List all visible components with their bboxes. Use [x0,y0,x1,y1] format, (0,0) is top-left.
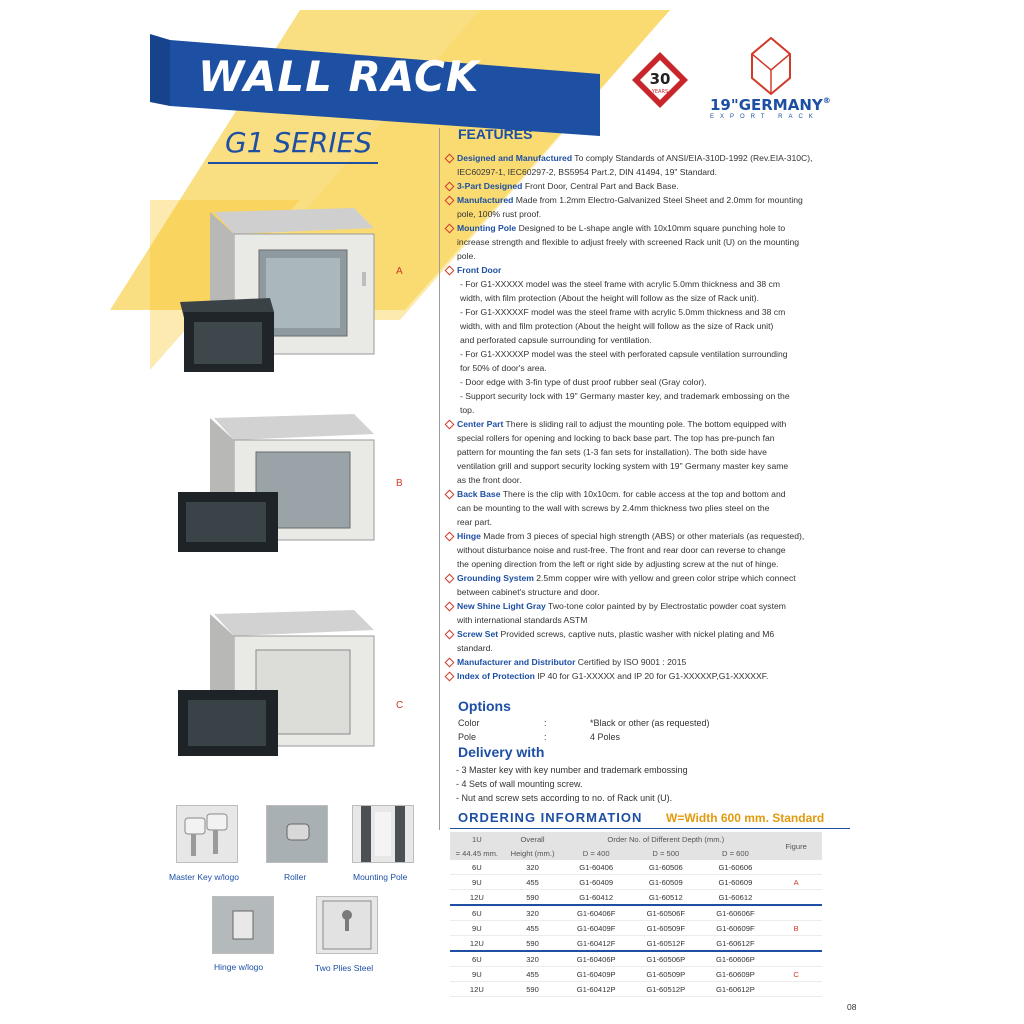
feature-text: IEC60297-1, IEC60297-2, BS5954 Part.2, DIN 41494, 19" Standard. [457,167,718,177]
master-key-image [176,805,238,863]
cell-d600: G1-60612P [715,984,755,994]
option-color-label: Color [458,718,480,728]
cell-d500: G1-60509 [648,877,683,887]
two-plies-steel-image [316,896,378,954]
feature-text: Made from 3 pieces of special high strength (ABS) or other materials (as requested), [480,531,805,541]
bullet-diamond-icon [445,672,455,682]
option-color-value: *Black or other (as requested) [590,718,710,728]
feature-text: - For G1-XXXXXF model was the steel frame with acrylic 5.0mm thickness and 38 cm [460,307,786,317]
feature-item [445,179,841,193]
feature-text: as the front door. [457,475,522,485]
option-color-separator: : [544,718,547,728]
delivery-item: - 4 Sets of wall mounting screw. [456,779,583,789]
option-pole-separator: : [544,732,547,742]
cell-d400: G1-60412P [576,984,616,994]
feature-continuation [445,473,841,487]
feature-continuation [445,445,841,459]
cell-h: 590 [526,938,539,948]
cell-h: 590 [526,892,539,902]
feature-item [445,669,841,683]
accessory-label-two-plies-steel: Two Plies Steel [315,963,374,973]
feature-text: Two-tone color painted by by Electrostatic powder coat system [545,601,786,611]
cell-d400: G1-60406 [579,862,614,872]
cell-d500: G1-60512P [646,984,686,994]
cell-fig: B [793,923,799,933]
cell-u: 6U [471,862,482,872]
feature-text: Front Door, Central Part and Back Base. [522,181,679,191]
feature-text: rear part. [457,517,492,527]
cell-d600: G1-60609P [715,969,755,979]
feature-text: IP 40 for G1-XXXXX and IP 20 for G1-XXXXXP,G1-XXXXXF. [534,671,769,681]
roller-image [266,805,328,863]
feature-continuation [445,613,841,627]
feature-text: for 50% of door's area. [460,363,547,373]
feature-text: without disturbance noise and rust-free. The front and rear door can reverse to change [457,545,786,555]
header-unit-note: = 44.45 mm. [450,846,504,860]
feature-continuation [445,431,841,445]
cell-d500: G1-60506P [631,951,701,967]
steel-plate-icon [317,897,377,953]
cell-d600: G1-60606 [718,862,753,872]
feature-item [445,529,841,543]
cell-d400: G1-60412F [576,938,616,948]
feature-keyword: Hinge [457,531,481,541]
feature-item [445,599,841,613]
cell-u: 6U [450,951,504,967]
cell-d600: G1-60606F [701,905,771,921]
ordering-underline [450,828,850,829]
cell-h: 590 [526,984,539,994]
registered-mark: ® [822,96,831,105]
model-a-label: A [396,266,403,277]
feature-continuation [445,641,841,655]
feature-text: pattern for mounting the fan sets (1-3 fan sets for installation). The both side have [457,447,767,457]
table-row [450,982,822,997]
cell-u: 9U [471,877,482,887]
delivery-heading: Delivery with [458,744,545,760]
feature-text: There is the clip with 10x10cm. for cable access at the top and bottom and [500,489,786,499]
column-divider [439,128,440,830]
model-b-label: B [396,478,403,489]
feature-text: Certified by ISO 9001 : 2015 [575,657,687,667]
feature-text: - For G1-XXXXXP model was the steel with perforated capsule ventilation surrounding [460,349,788,359]
feature-subitem [445,361,841,375]
feature-text: ventilation grill and support security locking system with 19" Germany master key same [457,461,789,471]
series-underline [208,162,378,164]
cell-fig [770,860,822,875]
cell-u: 6U [450,905,504,921]
cell-d400: G1-60406P [561,951,631,967]
header-height-unit: Height (mm.) [504,846,562,860]
cell-u: 12U [469,892,484,902]
ordering-table [450,832,822,997]
feature-subitem [445,347,841,361]
header-height: Overall [504,832,562,846]
brand-tagline: EXPORT RACK [710,114,819,120]
feature-keyword: Center Part [457,419,504,429]
bullet-diamond-icon [445,574,455,584]
cell-h: 455 [526,969,539,979]
feature-continuation [445,501,841,515]
feature-text: increase strength and flexible to adjust freely with screened Rack unit (U) on the mounting [457,237,800,247]
bullet-diamond-icon [445,630,455,640]
catalog-page [150,10,857,1020]
feature-continuation [445,515,841,529]
feature-keyword: Front Door [457,265,502,275]
brand-cube-icon [750,36,792,98]
feature-item [445,627,841,641]
header-unit: 1U [450,832,504,846]
ordering-table-body [450,860,822,997]
feature-continuation [445,207,841,221]
feature-item [445,193,841,207]
feature-text: There is sliding rail to adjust the mounting pole. The bottom equipped with [503,419,787,429]
feature-text: the opening direction from the left or right side by adjusting screw at the nut of hinge. [457,559,779,569]
ordering-heading: ORDERING INFORMATION [458,810,643,825]
bullet-diamond-icon [445,532,455,542]
feature-subitem [445,403,841,417]
feature-text: To comply Standards of ANSI/EIA-310D-1992 (Rev.EIA-310C), [572,153,813,163]
cell-d500: G1-60506 [648,862,683,872]
feature-text: between cabinet's structure and door. [457,587,600,597]
cell-fig [770,982,822,997]
cell-d400: G1-60409 [579,877,614,887]
mounting-pole-image [352,805,414,863]
feature-continuation [445,459,841,473]
brand-name-text: 19"GERMANY [710,96,823,114]
feature-subitem [445,305,841,319]
table-row [450,875,822,890]
table-row [450,921,822,936]
brand-name [710,96,831,114]
cell-h: 320 [526,862,539,872]
cell-h: 320 [504,905,562,921]
table-row [450,967,822,982]
header-order: Order No. of Different Depth (mm.) [561,832,770,846]
feature-text: with international standards ASTM [457,615,588,625]
feature-subitem [445,291,841,305]
feature-subitem [445,319,841,333]
cell-fig: C [793,969,799,979]
feature-keyword: Manufactured [457,195,514,205]
feature-text: Made from 1.2mm Electro-Galvanized Steel Sheet and 2.0mm for mounting [513,195,803,205]
model-c-label: C [396,700,404,711]
feature-text: and perforated capsule surrounding for ventilation. [460,335,652,345]
accessory-label-mounting-pole: Mounting Pole [353,872,408,882]
feature-text: pole, 100% rust proof. [457,209,542,219]
cell-d500: G1-60506F [631,905,701,921]
feature-keyword: New Shine Light Gray [457,601,546,611]
feature-keyword: Index of Protection [457,671,535,681]
feature-text: width, with film protection (About the height will follow as the size of Rack unit). [460,293,760,303]
accessory-label-master-key: Master Key w/logo [169,872,239,882]
feature-subitem [445,277,841,291]
cell-fig [770,890,822,906]
feature-keyword: Mounting Pole [457,223,517,233]
delivery-item: - 3 Master key with key number and trademark embossing [456,765,688,775]
option-pole-label: Pole [458,732,477,742]
feature-text: can be mounting to the wall with screws by 2.4mm thickness two plies steel on the [457,503,770,513]
cell-d600: G1-60609F [716,923,755,933]
cell-d400: G1-60409F [576,923,616,933]
feature-text: width, with and film protection (About the height will follow as the size of Rack unit) [460,321,774,331]
feature-text: - Door edge with 3-fin type of dust proof rubber seal (Gray color). [460,377,707,387]
cell-fig [770,936,822,952]
accessory-label-hinge: Hinge w/logo [214,962,264,972]
cell-d400: G1-60409P [576,969,616,979]
cell-d500: G1-60512F [646,938,686,948]
feature-text: pole. [457,251,476,261]
feature-text: top. [460,405,475,415]
rack-image-a [174,202,394,392]
cell-fig [770,905,822,921]
delivery-item: - Nut and screw sets according to no. of Rack unit (U). [456,793,673,803]
feature-continuation [445,249,841,263]
cell-d500: G1-60509F [646,923,686,933]
feature-text: Designed to be L-shape angle with 10x10mm square punching hole to [516,223,786,233]
feature-keyword: Manufacturer and Distributor [457,657,576,667]
bullet-diamond-icon [445,602,455,612]
feature-subitem [445,333,841,347]
table-row [450,890,822,906]
feature-continuation [445,585,841,599]
feature-text: - Support security lock with 19" Germany master key, and trademark embossing on the [460,391,790,401]
bullet-diamond-icon [445,490,455,500]
page-number: 08 [847,1002,857,1012]
badge-number: 30 [649,70,671,88]
accessory-label-roller: Roller [284,872,307,882]
feature-item [445,263,841,277]
table-row [450,905,822,921]
header-depth-400: D = 400 [561,846,631,860]
cell-h: 455 [526,923,539,933]
feature-text: - For G1-XXXXX model was the steel frame with acrylic 5.0mm thickness and 38 cm [460,279,780,289]
cell-u: 12U [469,938,484,948]
mounting-pole-icon [353,806,413,862]
header-figure: Figure [770,832,822,860]
anniversary-badge [630,50,690,110]
ordering-subtitle: W=Width 600 mm. Standard [666,811,825,825]
feature-item [445,221,841,235]
badge-word: YEARS [651,89,669,95]
feature-subitem [445,375,841,389]
cell-d400: G1-60406F [561,905,631,921]
feature-subitem [445,389,841,403]
series-title: G1 SERIES [225,126,373,159]
bullet-diamond-icon [445,266,455,276]
table-row [450,951,822,967]
feature-text: standard. [457,643,493,653]
cell-d500: G1-60512 [648,892,683,902]
feature-text: special rollers for opening and locking to back base part. The top has pre-punch fan [457,433,775,443]
feature-continuation [445,235,841,249]
cell-u: 12U [469,984,484,994]
options-heading: Options [458,698,511,714]
bullet-diamond-icon [445,154,455,164]
feature-item [445,571,841,585]
hinge-icon [213,897,273,953]
feature-text: 2.5mm copper wire with yellow and green color stripe which connect [533,573,796,583]
page-title: WALL RACK [198,52,480,101]
bullet-diamond-icon [445,420,455,430]
rack-image-b [174,410,394,570]
cell-d600: G1-60612F [716,938,755,948]
cell-u: 9U [471,923,482,933]
feature-keyword: Back Base [457,489,501,499]
table-row [450,936,822,952]
features-list [445,151,841,683]
cell-d500: G1-60509P [646,969,686,979]
cell-h: 455 [526,877,539,887]
key-icon [177,806,237,862]
feature-item [445,151,841,165]
cell-d400: G1-60412 [579,892,614,902]
feature-continuation [445,165,841,179]
features-heading: FEATURES [458,126,533,142]
bullet-diamond-icon [445,196,455,206]
feature-item [445,417,841,431]
feature-keyword: 3-Part Designed [457,181,523,191]
cell-u: 9U [471,969,482,979]
cell-fig: A [793,877,799,887]
hinge-image [212,896,274,954]
cell-h: 320 [504,951,562,967]
feature-item [445,655,841,669]
feature-continuation [445,557,841,571]
cell-d600: G1-60612 [718,892,753,902]
table-row [450,860,822,875]
feature-text: Provided screws, captive nuts, plastic washer with nickel plating and M6 [498,629,775,639]
roller-icon [267,806,327,862]
option-pole-value: 4 Poles [590,732,621,742]
cell-d600: G1-60606P [701,951,771,967]
cell-d600: G1-60609 [718,877,753,887]
rack-image-c [174,606,394,776]
feature-keyword: Designed and Manufactured [457,153,573,163]
feature-continuation [445,543,841,557]
feature-item [445,487,841,501]
feature-keyword: Grounding System [457,573,534,583]
cell-fig [770,951,822,967]
bullet-diamond-icon [445,182,455,192]
bullet-diamond-icon [445,224,455,234]
feature-keyword: Screw Set [457,629,499,639]
bullet-diamond-icon [445,658,455,668]
header-depth-500: D = 500 [631,846,701,860]
header-depth-600: D = 600 [701,846,771,860]
